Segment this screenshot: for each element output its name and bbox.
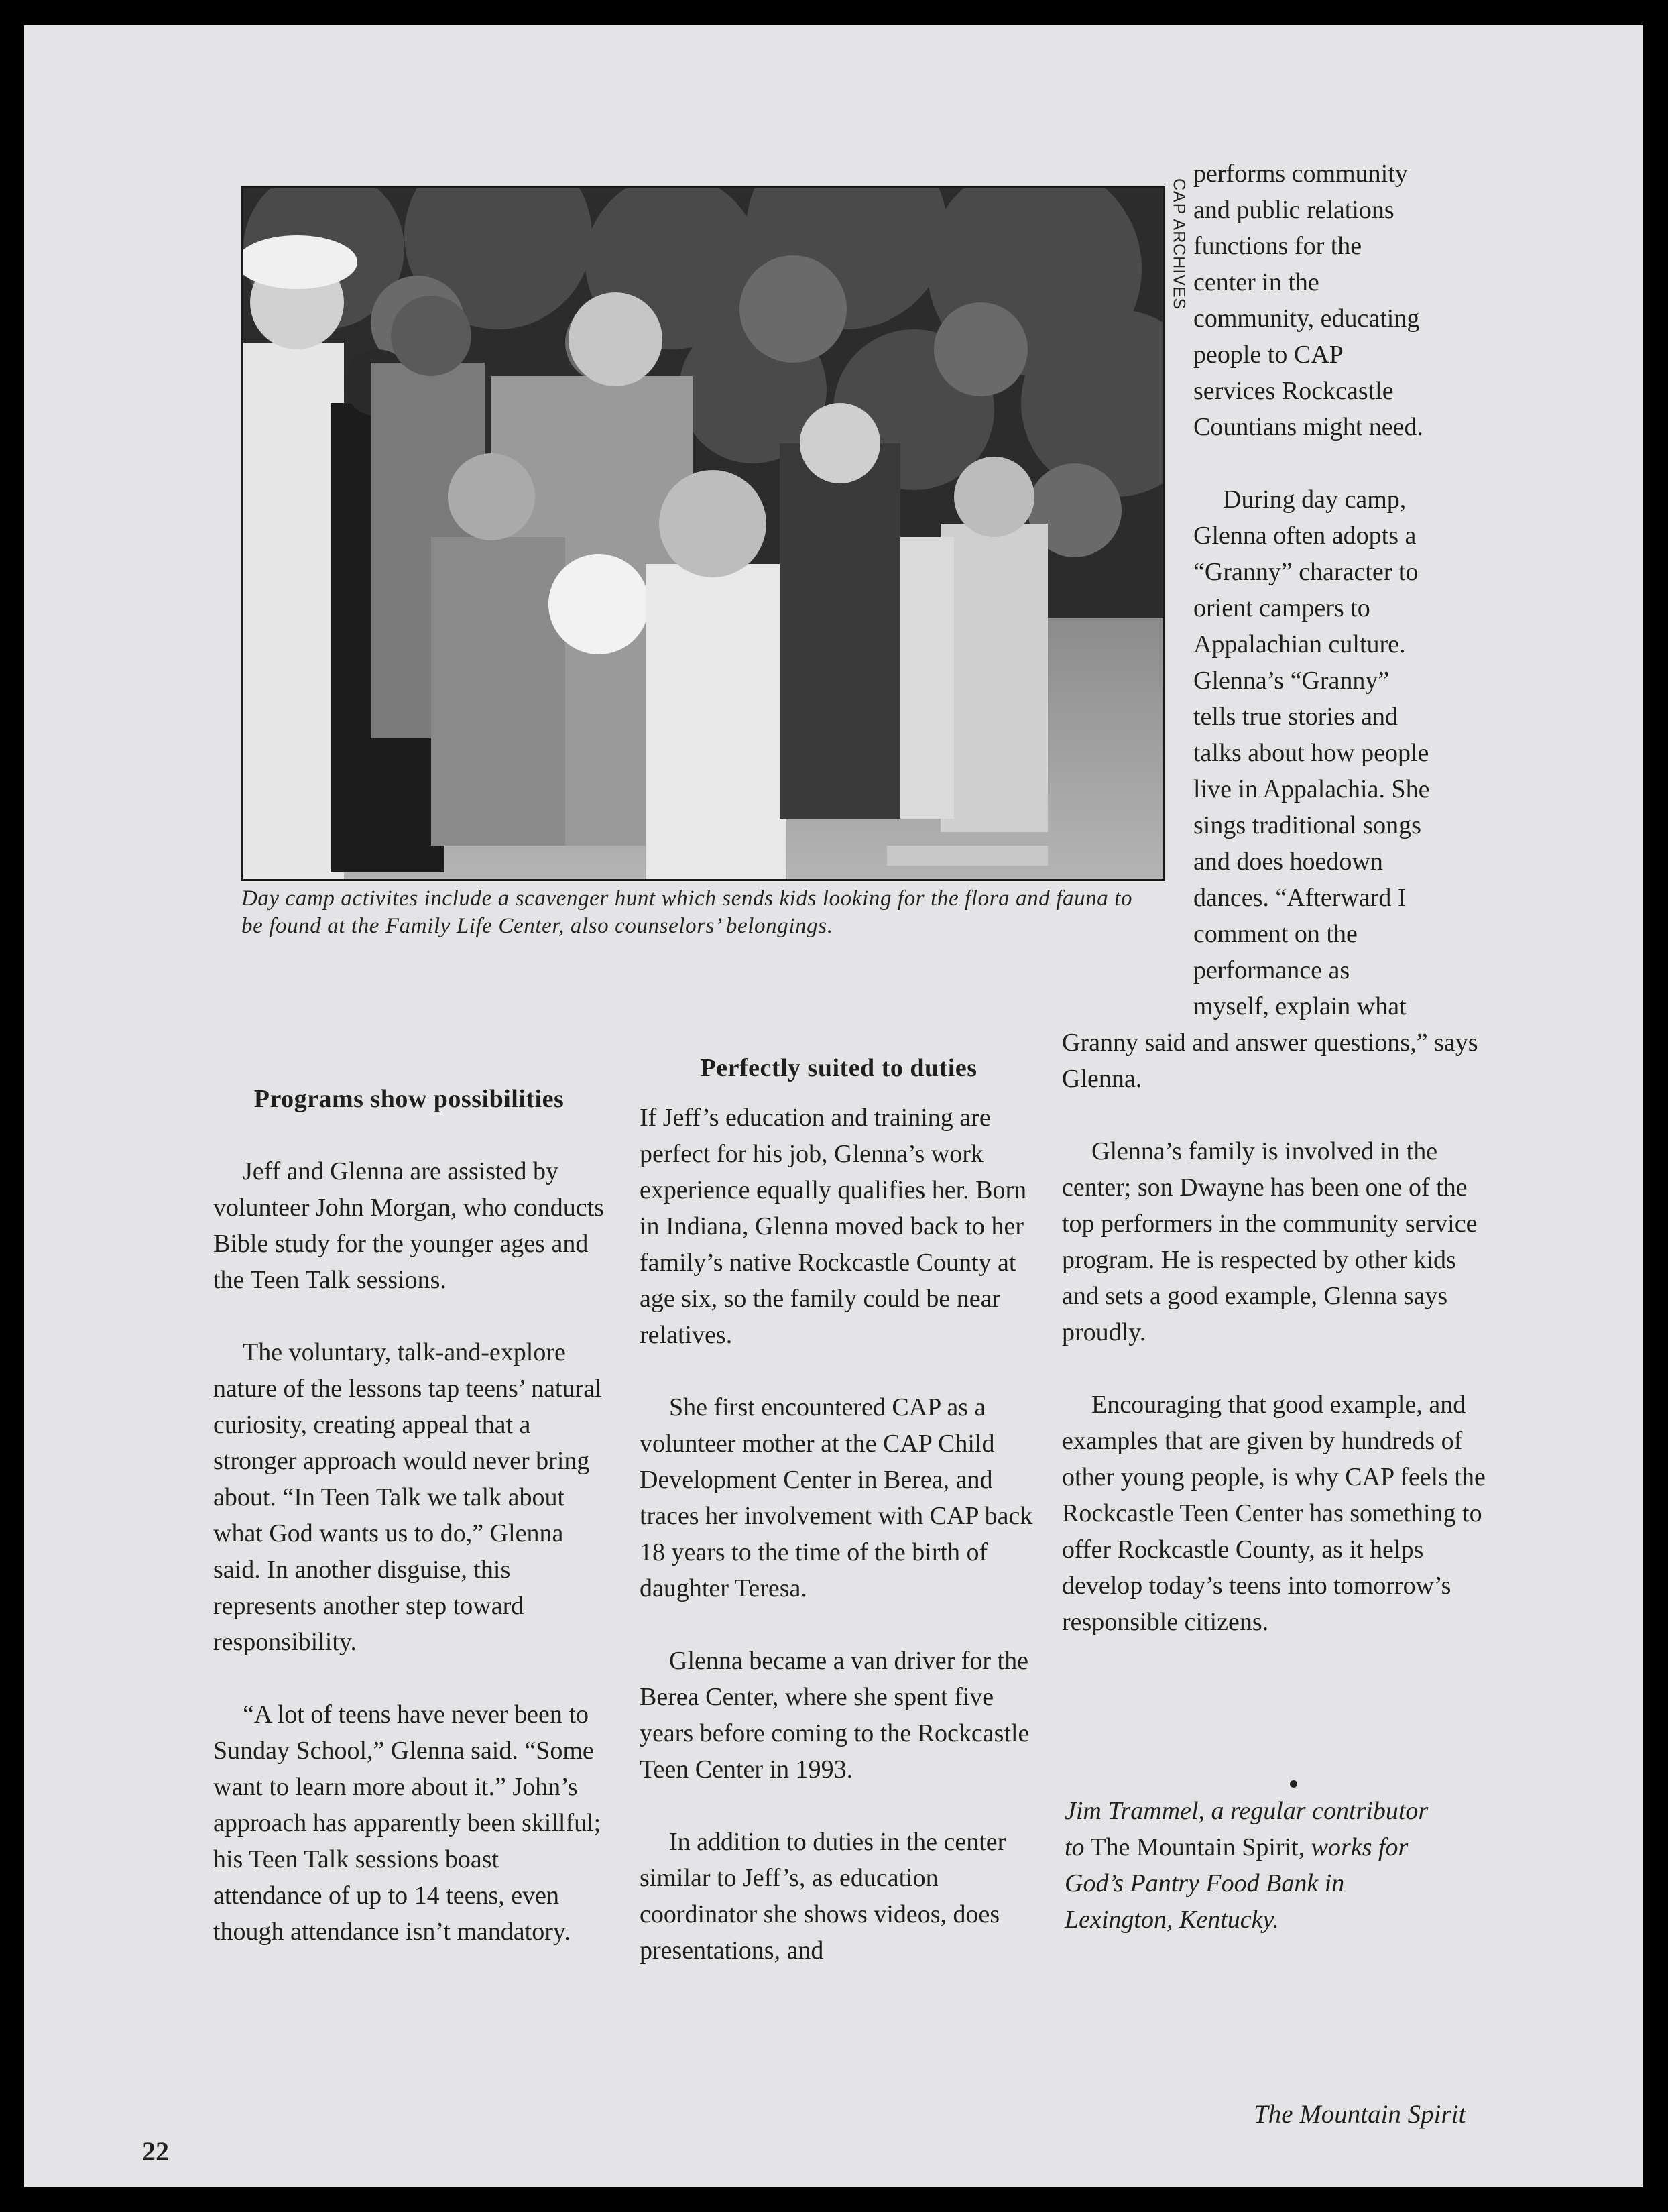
text-line: myself, explain what [1193, 992, 1407, 1021]
text-line: talks about how people [1193, 739, 1429, 767]
column-middle [640, 1050, 1038, 1969]
author-bio [1065, 1793, 1447, 1938]
text-line: functions for the [1193, 232, 1362, 260]
paragraph: Glenna’s family is involved in the center; son Dwayne has been one of the top performers in the community service program. He is respected by other kids and sets a good example, Glenna says proudly. [1062, 1137, 1478, 1346]
text-line: and public relations [1193, 196, 1394, 224]
paragraph: She first encountered CAP as a volunteer mother at the CAP Child Development Center in Berea, and traces her involvement with CAP back 18 years to the time of the birth of daughter Teresa. [640, 1393, 1033, 1603]
section-heading: Programs show possibilities [253, 1085, 564, 1113]
text-line: and does hoedown [1193, 848, 1383, 876]
text-line: tells true stories and [1193, 703, 1398, 731]
paragraph: In addition to duties in the center similar to Jeff’s, as education coordinator she shows videos, does presentations, and [640, 1828, 1006, 1965]
text-line: live in Appalachia. She [1193, 775, 1430, 803]
text-line: During day camp, [1223, 485, 1407, 514]
text-line: services Rockcastle [1193, 377, 1394, 405]
photo-credit: CAP ARCHIVES [1169, 178, 1189, 310]
text-line: sings traditional songs [1193, 811, 1421, 839]
paragraph: Glenna became a van driver for the Berea Center, where she spent five years before coming to the Rockcastle Teen Center in 1993. [640, 1647, 1030, 1784]
text-line: community, educating [1193, 304, 1420, 333]
column-left [213, 1081, 605, 1950]
text-line: orient campers to [1193, 594, 1370, 622]
text-line: performance as [1193, 956, 1350, 984]
photo-caption: Day camp activites include a scavenger hunt which sends kids looking for the flora and fauna to be found at the Family Life Center, also counselors’ belongings. [241, 886, 1133, 938]
text-line: center in the [1193, 268, 1319, 296]
bio-text: works for God’s Pantry Food Bank in Lexington, Kentucky. [1065, 1833, 1409, 1934]
section-heading: Perfectly suited to duties [700, 1054, 977, 1082]
publication-title: The Mountain Spirit [1254, 2100, 1466, 2129]
text-line: comment on the [1193, 920, 1358, 948]
text-line: Glenna often adopts a [1193, 522, 1417, 550]
photo-day-camp [241, 186, 1165, 881]
text-line: Appalachian culture. [1193, 630, 1406, 658]
text-line: performs community [1193, 160, 1408, 188]
paragraph: If Jeff’s education and training are perfect for his job, Glenna’s work experience equally qualifies her. Born in Indiana, Glenna moved back to her family’s native Rockcastle County at age six, so the family could be near relatives. [640, 1104, 1027, 1349]
paragraph: “A lot of teens have never been to Sunday School,” Glenna said. “Some want to learn more about it.” John’s approach has apparently been skillful; his Teen Talk sessions boast attendance of up to 14 teens, even though attendance isn’t mandatory. [213, 1700, 601, 1946]
bio-publication: The Mountain Spirit, [1090, 1833, 1305, 1861]
magazine-page [24, 25, 1643, 2187]
separator-bullet [1290, 1780, 1297, 1788]
bio-text: Jim Trammel, a regular contributor to [1065, 1797, 1429, 1861]
text-line: people to CAP [1193, 341, 1344, 369]
text-line: Countians might need. [1193, 413, 1424, 441]
page-number: 22 [142, 2136, 169, 2166]
paragraph: The voluntary, talk-and-explore nature of the lessons tap teens’ natural curiosity, creating appeal that a stronger approach would never bring about. “In Teen Talk we talk about what God wants us to do,” Glenna said. In another disguise, this represents another step toward responsibility. [213, 1338, 602, 1656]
photo-illustration [243, 188, 1163, 879]
text-line: Glenna’s “Granny” [1193, 666, 1390, 695]
paragraph: Encouraging that good example, and examples that are given by hundreds of other young people, is why CAP feels the Rockcastle Teen Center has something to offer Rockcastle County, as it helps develop today’s teens into tomorrow’s responsible citizens. [1062, 1391, 1486, 1636]
paragraph: Granny said and answer questions,” says Glenna. [1062, 1029, 1478, 1093]
text-line: dances. “Afterward I [1193, 884, 1407, 912]
column-right [1062, 1025, 1494, 1640]
paragraph: Jeff and Glenna are assisted by volunteer John Morgan, who conducts Bible study for the younger ages and the Teen Talk sessions. [213, 1157, 604, 1294]
text-line: “Granny” character to [1193, 558, 1419, 586]
